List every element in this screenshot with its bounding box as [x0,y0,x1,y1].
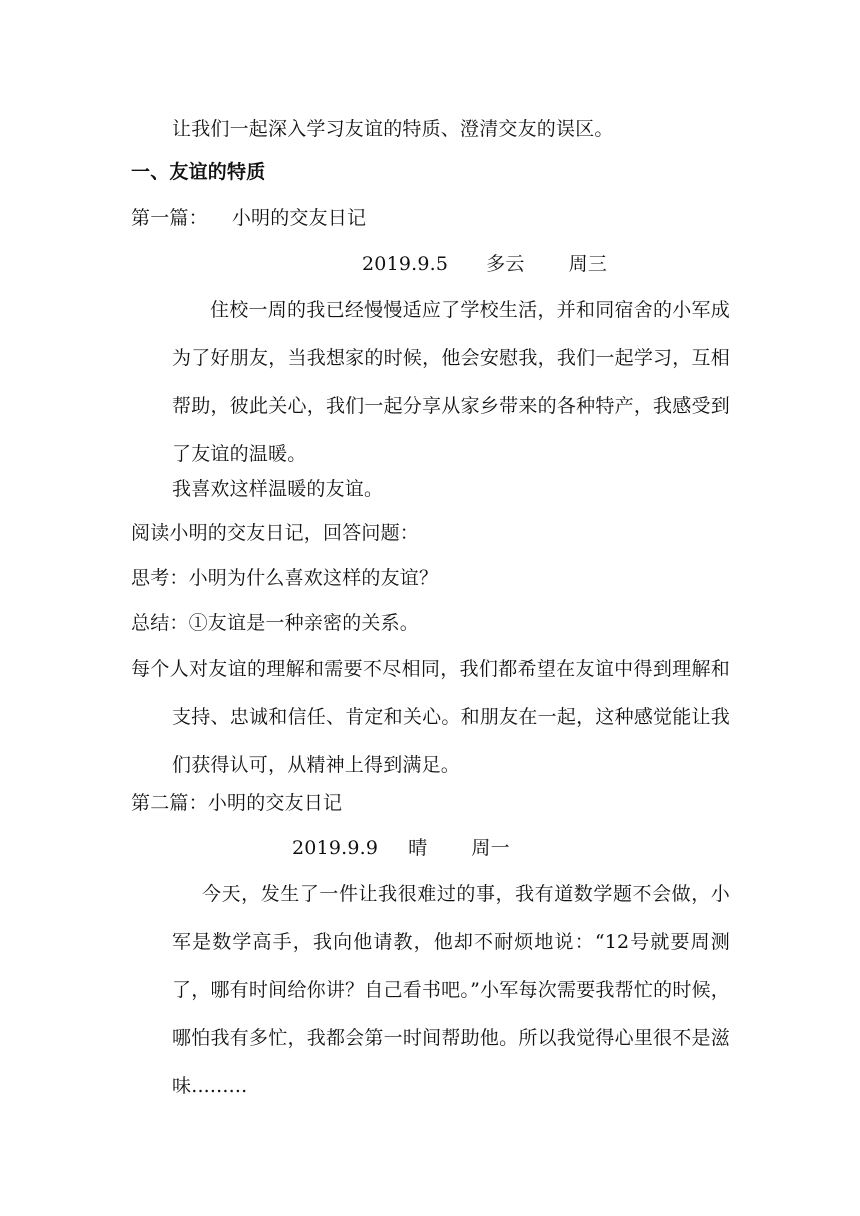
part1-date-line [362,252,607,276]
part1-paragraph: 住校一周的我已经慢慢适应了学校生活，并和同宿舍的小军成为了好朋友，当我想家的时候，他会安慰我，我们一起学习，互相帮助，彼此关心，我们一起分享从家乡带来的各种特产，我感受到了友谊的温暖。 [172,299,730,465]
part1-heading [131,206,366,230]
part2-weather: 晴 [408,837,428,859]
part2-weekday: 周一 [471,837,510,859]
part1-label: 第一篇： [131,207,208,229]
part1-title: 小明的交友日记 [231,207,367,229]
part1-date: 2019.9.5 [362,253,449,275]
part1-weather: 多云 [486,253,525,275]
summary-point: 总结：①友谊是一种亲密的关系。 [131,612,420,634]
part2-date-line [292,836,510,860]
section-title: 一、友谊的特质 [131,161,266,183]
read-prompt: 阅读小明的交友日记，回答问题： [131,522,420,544]
think-question: 思考：小明为什么喜欢这样的友谊？ [131,567,439,589]
summary-detail: 每个人对友谊的理解和需要不尽相同，我们都希望在友谊中得到理解和支持、忠诚和信任、肯定和关心。和朋友在一起，这种感觉能让我们获得认可，从精神上得到满足。 [131,658,730,776]
part1-closing: 我喜欢这样温暖的友谊。 [172,478,384,500]
part2-heading [131,791,342,815]
part2-title: 小明的交友日记 [207,792,343,814]
part2-date: 2019.9.9 [292,837,379,859]
part1-weekday: 周三 [568,253,608,275]
intro-text: 让我们一起深入学习友谊的特质、澄清交友的误区。 [172,118,614,140]
part2-label: 第二篇： [131,792,208,814]
part2-paragraph: 今天，发生了一件让我很难过的事，我有道数学题不会做，小军是数学高手，我向他请教，他却不耐烦地说：“12号就要周测了，哪有时间给你讲？自己看书吧。”小军每次需要我帮忙的时候，哪怕我有多忙，我都会第一时间帮助他。所以我觉得心里很不是滋味......... [172,883,730,1097]
